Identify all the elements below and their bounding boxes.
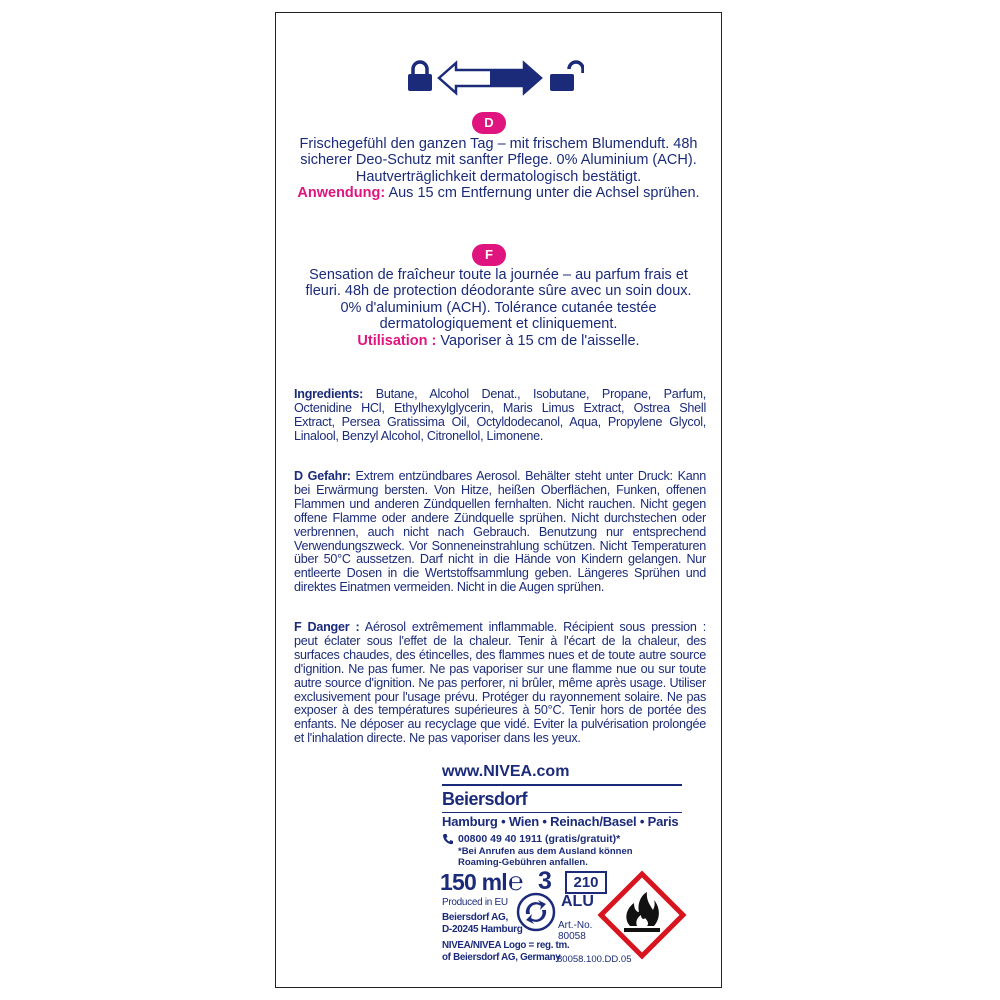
warning-fr — [294, 621, 706, 746]
lock-open-icon — [548, 59, 584, 93]
phone-icon — [442, 833, 454, 845]
phone-number: 00800 49 40 1911 (gratis/gratuit)* — [458, 833, 621, 845]
estimated-sign: ℮ — [508, 866, 524, 896]
website: www.NIVEA.com — [442, 763, 570, 780]
volume: 150 ml — [440, 869, 507, 895]
article-number — [558, 920, 592, 942]
usage-fr — [296, 333, 701, 349]
producer-address: D-20245 Hamburg — [442, 924, 523, 935]
usage-text: Vaporiser à 15 cm de l'aisselle. — [440, 332, 640, 349]
producer-info — [442, 897, 523, 936]
divider — [442, 812, 682, 813]
produced-in: Produced in EU — [442, 897, 508, 908]
flammable-hazard-icon — [597, 870, 687, 960]
lock-closed-icon — [406, 59, 434, 93]
trademark-line: NIVEA/NIVEA Logo = reg. tm. — [442, 940, 570, 951]
article-label: Art.-No. — [558, 920, 593, 931]
trademark — [442, 940, 569, 964]
description-text: Sensation de fraîcheur toute la journée – au parfum frais et fleuri. 48h de protection déodorante sûre avec un soin doux. 0% d'aluminium (ACH). Tolérance cutanée testée dermatologiquement et cliniquement. — [305, 267, 692, 333]
description-text: Frischegefühl den ganzen Tag – mit frischem Blumenduft. 48h sicherer Deo-Schutz mit sanfter Pflege. 0% Aluminium (ACH). Hautverträglichkeit dermatologisch bestätigt. — [299, 136, 698, 185]
article-value: 80058 — [558, 931, 586, 942]
batch-box: 210 — [565, 871, 607, 894]
producer-name: Beiersdorf AG, — [442, 912, 509, 923]
recycling-icon — [516, 892, 556, 932]
divider — [442, 784, 682, 786]
warning-label: F Danger : — [294, 620, 360, 634]
double-arrow-icon — [436, 60, 544, 96]
description-de — [296, 136, 701, 202]
usage-de — [296, 185, 701, 201]
warning-de — [294, 470, 706, 595]
usage-label: Utilisation : — [357, 332, 437, 349]
usage-label: Anwendung: — [297, 185, 386, 202]
usage-text: Aus 15 cm Entfernung unter die Achsel sprühen. — [388, 185, 700, 202]
description-fr — [296, 267, 701, 349]
ingredients-text: Butane, Alcohol Denat., Isobutane, Propane, Parfum, Octenidine HCl, Ethylhexylglycerin, Maris Limus Extract, Ostrea Shell Extract, Persea Gratissima Oil, Octyldodecanol, Aqua, Propylene Glycol, Linalool, Benzyl Alcohol, Citronellol, Limonene. — [294, 387, 707, 443]
warning-text: Extrem entzündbares Aerosol. Behälter steht unter Druck: Kann bei Erwärmung bersten. Von Hitze, heißen Oberflächen, Funken, offenen Flammen und anderen Zündquellen fernhalten. Nicht rauchen. Nicht gegen offene Flamme oder andere Zündquelle sprühen. Nicht durchstechen oder verbrennen, auch nicht nach Gebrauch. Benutzung nur entsprechend Verwendungszweck. Vor Sonneneinstrahlung schützen. Nicht Temperaturen über 50°C aussetzen. Darf nicht in die Hände von Kindern gelangen. Nur entleerte Dosen in die Wertstoffsammlung geben. Längeres Sprühen und direktes Einatmen vermeiden. Nicht in die Augen sprühen. — [294, 469, 707, 595]
trademark-line: of Beiersdorf AG, Germany — [442, 952, 561, 963]
ingredients — [294, 388, 706, 444]
recycle-number: 3 — [538, 867, 552, 895]
warning-text: Aérosol extrêmement inflammable. Récipient sous pression : peut éclater sous l'effet de la chaleur. Tenir à l'écart de la chaleur, des surfaces chaudes, des étincelles, des flammes nues et de toute autre source d'ignition. Ne pas fumer. Ne pas vaporiser sur une flamme nue ou sur toute autre source d'ignition. Ne pas perforer, ni brûler, même après usage. Utiliser exclusivement pour l'usage prévu. Protéger du rayonnement solaire. Ne pas exposer à des températures supérieures à 50°C. Tenir hors de portée des enfants. Ne déposer au recyclage que vidé. Eviter la pulvérisation prolongée et l'inhalation directe. Ne pas vaporiser dans les yeux. — [294, 620, 706, 746]
language-badge-de: D — [472, 112, 506, 134]
product-label — [275, 12, 722, 988]
product-code: 80058.100.DD.05 — [557, 954, 632, 965]
company-name: Beiersdorf — [442, 789, 528, 809]
phone-note: *Bei Anrufen aus dem Ausland können Roaming-Gebühren anfallen. — [458, 846, 633, 868]
cities: Hamburg • Wien • Reinach/Basel • Paris — [442, 814, 679, 829]
warning-label: D Gefahr: — [294, 469, 351, 483]
material-label: ALU — [561, 893, 594, 910]
language-badge-fr: F — [472, 244, 506, 266]
ingredients-label: Ingredients: — [294, 387, 364, 401]
